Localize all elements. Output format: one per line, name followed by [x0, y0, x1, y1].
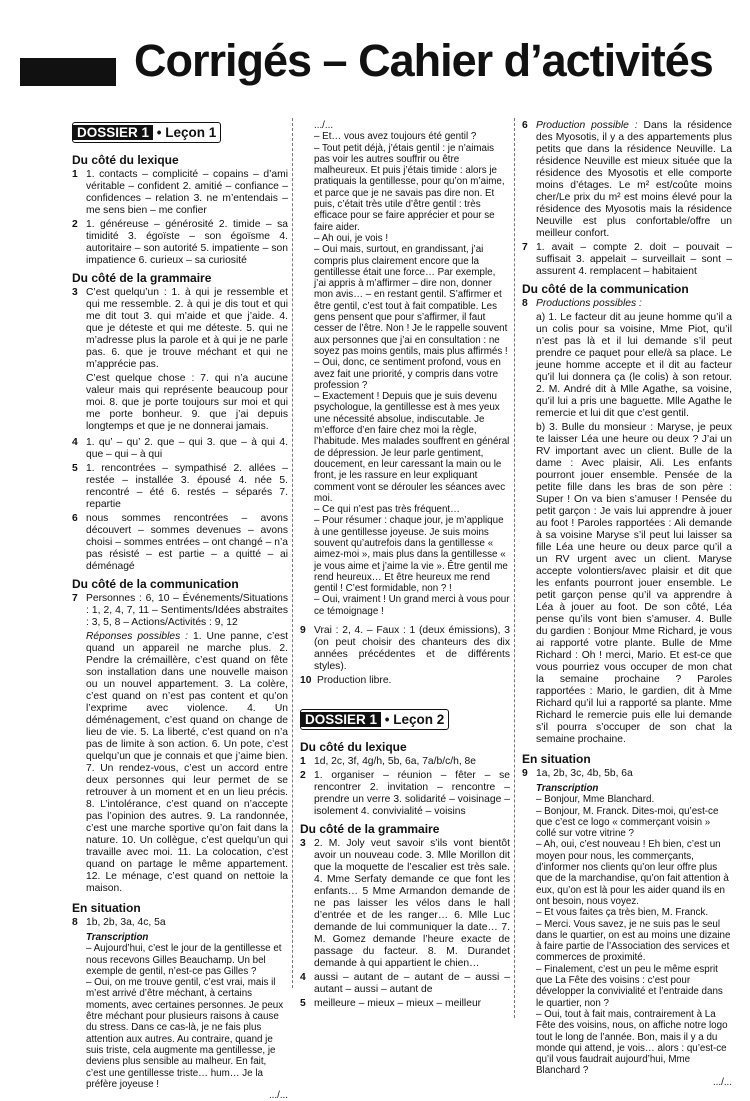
section-heading: Du côté de la grammaire	[72, 271, 212, 285]
exercise-3: 3 2. M. Joly veut savoir s’ils vont bientôt avoir un nouveau code. 3. Mlle Morillon dit que la moquette de l’escalier est très sale. 4. Mme Serfaty demande ce que font les enfants… 5 Mme Armandon demande de ne pas laisser les vélos dans le hall d’entrée et de les ranger… 6. Mlle Luc demande de lui communiquer la date… 7. M. Gomez demande l’heure exacte de passage du facteur. 8. M. Durandet demande à qui appartient le chien…	[300, 838, 510, 970]
exercise-2: 2 1. organiser – réunion – fêter – se rencontrer 2. invitation – rencontre – prendre un verre 3. solidarité – voisinage – isolement 4. convivialité – voisins	[300, 770, 510, 818]
section-heading: En situation	[522, 752, 591, 766]
column-2	[300, 120, 510, 1020]
exercise-8: 8 1b, 2b, 3a, 4c, 5a	[72, 917, 166, 928]
section-heading: Du côté du lexique	[72, 153, 179, 167]
exercise-9: 9 1a, 2b, 3c, 4b, 5b, 6a	[522, 768, 633, 779]
exercise-5: 5 meilleure – mieux – mieux – meilleur	[300, 998, 482, 1010]
section-heading: En situation	[72, 901, 141, 915]
column-divider	[292, 118, 293, 988]
exercise-5: 5 1. rencontrées – sympathisé 2. allées – restée – installée 3. épousé 4. née 5. rencontré – été 6. restés – séparés 7. repartie	[72, 463, 288, 510]
exercise-6: 6 Production possible : Dans la résidence des Myosotis, il y a des appartements plus petits que dans la résidence Neuville. La résidence Neuville est mieux située que la résidence des Myosotis et elle comporte moins d’étages. Le m² est/coûte moins cher/Le prix du m² est moins élevé pour la résidence des Myosotis mais la résidence Neuville est plus confortable/offre un meilleur confort.	[522, 120, 732, 239]
section-heading: Du côté de la communication	[522, 282, 689, 296]
section-heading: Du côté de la communication	[72, 577, 239, 591]
column-divider	[514, 118, 515, 1018]
transcription: Transcription – Aujourd’hui, c’est le jour de la gentillesse et nous recevons Gilles Beauchamp. Un bel exemple de gentil, n’est-ce pas Gilles ? – Oui, on me trouve gentil, c’est vrai, mais il m’est arrivé d’être méchant, à certains moments, avec certaines personnes. Je peux être méchant pour plusieurs raisons à cause du stress. Dans ce cas-là, je ne fais plus attention aux autres. Au contraire, quand je suis triste, cela augmente ma gentillesse, je deviens plus sensible au malheur. En fait, c’est une gentillesse triste… hum… Je la préfère joyeuse ! .../...	[86, 932, 288, 1101]
exercise-7: 7 Personnes : 6, 10 – Événements/Situations : 1, 2, 4, 7, 11 – Sentiments/Idées abstraites : 3, 5, 8 – Actions/Activités : 9, 12 Réponses possibles : 1. Une panne, c’est quand un appareil ne marche plus. 2. Pendre la crémaillère, c’est quand on fête son installation dans une nouvelle maison ou un nouvel appartement. 3. La colère, c’est quand on n’est pas content et qu’on l’exprime avec violence. 4. Un déménagement, c’est quand on change de lieu de vie. 5. La liberté, c’est quand on n’a pas de limite à son action. 6. Un pote, c’est quelqu’un que je connais et que j’aime bien. 7. Un rendez-vous, c’est un accord entre deux personnes qui leur permet de se retrouver à un moment et en un lieu précis. 8. L’intolérance, c’est quand on n’accepte pas l’opinion des autres. 9. La randonnée, c’est une marche sportive qu’on fait dans la nature. 10. Un collègue, c’est quelqu’un qui travaille avec moi. 11. La colocation, c’est quand on partage le même appartement. 12. Le ménage, c’est quand on nettoie la maison.	[72, 593, 288, 894]
exercise-6: 6 nous sommes rencontrées – avons découvert – sommes devenues – avons choisi – sommes entrées – ont changé – n’a pas résisté – est partie – a quitté – ai déménagé	[72, 513, 288, 572]
section-heading: Du côté de la grammaire	[300, 822, 440, 837]
dossier-heading: DOSSIER 1 • Leçon 1	[72, 122, 221, 143]
exercise-2: 2 1. généreuse – générosité 2. timide – sa timidité 3. égoïste – son égoïsme 4. autoritaire – son autorité 5. impatiente – son impatience 6. curieux – sa curiosité	[72, 219, 288, 266]
exercise-1: 1 1d, 2c, 3f, 4g/h, 5b, 6a, 7a/b/c/h, 8e	[300, 756, 477, 768]
dossier-heading: DOSSIER 1 • Leçon 2	[300, 709, 449, 730]
transcription: Transcription – Bonjour, Mme Blanchard. – Bonjour, M. Franck. Dites-moi, qu’est-ce que c’est ce logo « commerçant voisin » collé sur votre vitrine ? – Ah, oui, c’est nouveau ! Eh bien, c’est un moyen pour nous, les commerçants, d’informer nos clients qu’on leur offre plus que de la marchandise, qu’on fait attention à eux, qu’on est là pour les aider quand ils en ont besoin, nous voyez. – Et vous faites ça très bien, M. Franck. – Merci. Vous savez, je ne suis pas le seul dans le quartier, on est au moins une dizaine à faire partie de l’Association des services et commerces de proximité. – Finalement, c’est un peu le même esprit que La Fête des voisins : c’est pour développer la convivialité et l’entraide dans le quartier, non ? – Oui, tout à fait mais, contrairement à La Fête des voisins, nous, on affiche notre logo tout le long de l’année. Bon, mais il y a du monde qui attend, je vois… alors : qu’est-ce qu’il vous faudrait aujourd’hui, Mme Blanchard ? .../...	[536, 783, 732, 1088]
column-1	[72, 120, 288, 1101]
section-heading: Du côté du lexique	[300, 740, 407, 755]
exercise-1: 1 1. contacts – complicité – copains – d’ami véritable – confident 2. amitié – confiance – confidences – relation 3. ne m’entendais – me sens bien – me confier	[72, 169, 288, 216]
exercise-9: 9 Vrai : 2, 4. – Faux : 1 (deux émissions), 3 (on peut choisir des chanteurs des dix années précédentes et de différents styles).	[300, 625, 510, 673]
exercise-7: 7 1. avait – compte 2. doit – pouvait – suffisait 3. appelait – surveillait – sont – assurent 4. remplacent – habitaient	[522, 242, 732, 277]
transcription-continued: .../... – Et… vous avez toujours été gentil ? – Tout petit déjà, j’étais gentil : je n’aimais pas voir les autres souffrir ou être malheureux. Et puis j’étais timide : alors je pratiquais la gentillesse, pour qu’on m’aime, et parce que je ne savais pas dire non. Et puis, c’était très utile d’être gentil : très efficace pour se faire apprécier et pour se faire aider. – Ah oui, je vois ! – Oui mais, surtout, en grandissant, j’ai compris plus clairement encore que la gentillesse était une force… Par exemple, j’ai appris à m’affirmer – dire non, donner mon avis… – en restant gentil. S’affirmer et être gentil, c’est tout à fait compatible. Les gens pensent que pour s’affirmer, il faut cesser de l’être. Non ! Je le rappelle souvent aux personnes que j’ai en consultation : ne soyez pas moins gentils, mais plus affirmés ! – Oui, donc, ce sentiment profond, vous en avez fait une priorité, y compris dans votre profession ? – Exactement ! Depuis que je suis devenu psychologue, la gentillesse est à mes yeux une nécessité absolue, indiscutable. Je m’efforce d’en faire chez moi la règle, l’habitude. Mes malades souffrent en général de dépression. Je leur parle gentiment, doucement, en leur caressant la main ou le front, je les rassure en leur expliquant comment vont se dérouler les séances avec moi. – Ce qui n’est pas très fréquent… – Pour résumer : chaque jour, je m’applique à une gentillesse joyeuse. Je suis moins souvent qu’autrefois dans la gentillesse « aimez-moi », mais plus dans la gentillesse « je vous aime et j’aime la vie ». Être gentil me rend heureux… Et être heureux me rend gentil ! C’est formidable, non ? ! – Oui, vraiment ! Un grand merci à vous pour ce témoignage !	[314, 120, 510, 617]
exercise-3: 3 C’est quelqu’un : 1. à qui je ressemble et qui me ressemble. 2. à qui je dis tout et qui me dit tout 3. qui m’aide et que j’aide. 4. que je déteste et qui me déteste. 5. qui ne m’adresse plus la parole et à qui je ne parle pas. 6. que je trouve méchant et qui ne m’apprécie pas. C’est quelque chose : 7. qui n’a aucune valeur mais qui représente beaucoup pour moi. 8. que je porte toujours sur moi et qui me porte bonheur. 9. que j’ai depuis longtemps et que je ne donnerai jamais.	[72, 287, 288, 432]
exercise-4: 4 aussi – autant de – autant de – aussi – autant – aussi – autant de	[300, 972, 510, 996]
exercise-8: 8 Productions possibles : a) 1. Le facteur dit au jeune homme qu’il a un colis pour sa voisine, Mme Piot, qu’il n’est pas là et il lui demande s’il peut prendre ce paquet pour elle/à sa place. Le jeune homme accepte et il dit au facteur qu’il lui donnera ça (le colis) à son retour. 2. M. André dit à Mlle Agathe, sa voisine, qu’il lui a pris une baguette. Mlle Agathe le remercie et lui dit que c’est gentil. b) 3. Bulle du monsieur : Maryse, je peux te laisser Léa une heure ou deux ? J’ai un RV important avec un client. Bulle de la dame : Avec plaisir, Ali. Les enfants pourront jouer ensemble. Pensée de la petite fille dans les bras de son père : Super ! On va bien s’amuser ! Pensée du petit garçon : Je vais lui apprendre à jouer au foot ! Paroles rapportées : Ali demande à sa voisine Maryse s’il peut lui laisser sa fille Léa une heure ou deux parce qu’il a un RV urgent avec un client. Maryse accepte volontiers/avec plaisir et dit que les enfants pourront jouer ensemble. Le petit garçon pense qu’il va apprendre à Léa à jouer au foot. De son côté, Léa pense qu’ils vont bien s’amuser. 4. Bulle du gardien : Bonjour Mme Richard, je vous ai rapporté votre plante. Bulle de Mme Richard : Oh ! merci, Mario. Et est-ce que vous pourriez vous occuper de mon chat la semaine prochaine ? Paroles rapportées : Mario, le gardien, dit à Mme Richard qu’il lui a rapporté sa plante. Mme Richard le remercie puis elle lui demande s’il pourra s’occuper de son chat la semaine prochaine.	[522, 298, 732, 745]
column-3	[522, 120, 732, 1088]
exercise-4: 4 1. qu’ – qu’ 2. que – qui 3. que – à qui 4. que – qui – à qui	[72, 437, 288, 460]
exercise-10: 10 Production libre.	[300, 675, 392, 687]
page-title: Corrigés – Cahier d’activités	[134, 35, 713, 86]
header-black-bar	[20, 58, 116, 86]
